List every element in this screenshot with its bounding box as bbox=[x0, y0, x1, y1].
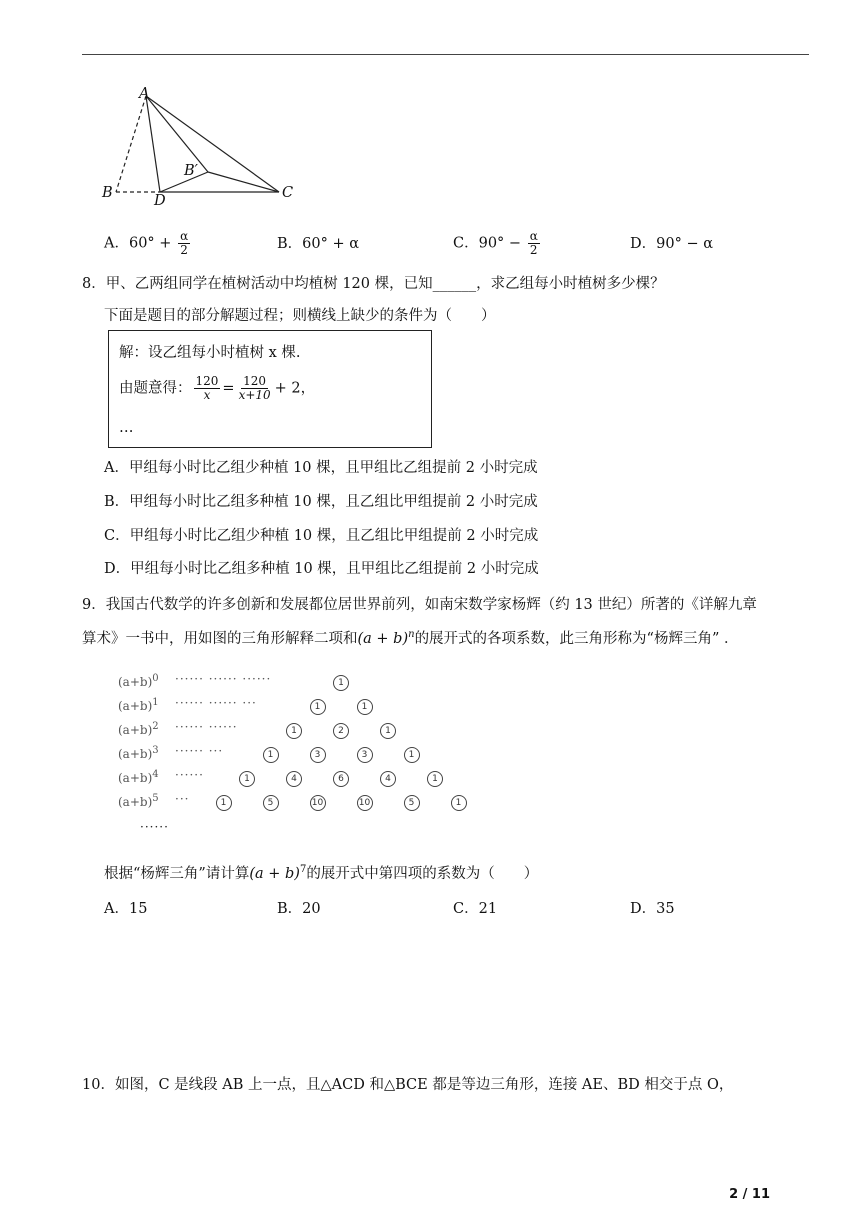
triangle-coefficient: 1 bbox=[263, 747, 279, 763]
triangle-row-label: $(a+b)^5$ bbox=[118, 793, 159, 809]
triangle-coefficient: 1 bbox=[216, 795, 232, 811]
triangle-row-dots: ······ ······ bbox=[175, 720, 238, 734]
fig-label-d: D bbox=[154, 193, 166, 209]
triangle-row-label: $(a+b)^3$ bbox=[118, 745, 159, 761]
triangle-coefficient: 4 bbox=[380, 771, 396, 787]
triangle-coefficient: 1 bbox=[333, 675, 349, 691]
triangle-coefficient: 4 bbox=[286, 771, 302, 787]
triangle-coefficient: 1 bbox=[451, 795, 467, 811]
triangle-row-dots: ··· bbox=[175, 792, 190, 806]
triangle-row-label: $(a+b)^1$ bbox=[118, 697, 159, 713]
triangle-coefficient: 3 bbox=[310, 747, 326, 763]
triangle-row-label: $(a+b)^0$ bbox=[118, 673, 159, 689]
q9-question: 根据“杨辉三角”请计算$(a + b)^7$的展开式中第四项的系数为（ ） bbox=[104, 864, 539, 882]
triangle-coefficient: 2 bbox=[333, 723, 349, 739]
triangle-more-dots: ······ bbox=[140, 820, 169, 834]
triangle-coefficient: 6 bbox=[333, 771, 349, 787]
q9-option-c: C．21 bbox=[453, 901, 498, 917]
q9-stem-line2: 算术》一书中，用如图的三角形解释二项和$(a + b)^n$的展开式的各项系数，此三角形称为“杨辉三角” ． bbox=[82, 629, 739, 647]
q8-option-b: B．甲组每小时比乙组多种植 10 棵，且乙组比甲组提前 2 小时完成 bbox=[104, 494, 538, 510]
q8-box-line1: 解：设乙组每小时植树 x 棵. bbox=[119, 345, 301, 361]
triangle-coefficient: 1 bbox=[427, 771, 443, 787]
page-number: 2 / 11 bbox=[729, 1187, 770, 1202]
triangle-row-label: $(a+b)^2$ bbox=[118, 721, 159, 737]
q10-stem: 10．如图，C 是线段 AB 上一点，且△ACD 和△BCE 都是等边三角形，连接 AE、BD 相交于点 O， bbox=[82, 1077, 734, 1093]
q8-box-line3: … bbox=[119, 420, 134, 436]
triangle-coefficient: 1 bbox=[380, 723, 396, 739]
q7-option-a: A．60° + $\frac{\alpha}{2}$ bbox=[104, 229, 189, 257]
q7-option-b: B．60° + α bbox=[277, 236, 360, 252]
triangle-coefficient: 3 bbox=[357, 747, 373, 763]
q8-option-c: C．甲组每小时比乙组少种植 10 棵，且乙组比甲组提前 2 小时完成 bbox=[104, 528, 539, 544]
triangle-coefficient: 1 bbox=[239, 771, 255, 787]
fig-label-c: C bbox=[282, 185, 294, 201]
q9-option-b: B．20 bbox=[277, 901, 321, 917]
triangle-row-dots: ······ ······ ··· bbox=[175, 696, 257, 710]
q8-box-equation: 由题意得： $\frac{120}{x}$ = $\frac{120}{x+10}$ + 2， bbox=[119, 374, 316, 402]
triangle-figure bbox=[96, 84, 306, 214]
triangle-coefficient: 1 bbox=[286, 723, 302, 739]
triangle-coefficient: 10 bbox=[357, 795, 373, 811]
triangle-row-dots: ······ bbox=[175, 768, 204, 782]
q9-option-d: D．35 bbox=[630, 901, 675, 917]
fig-label-bprime: B′ bbox=[184, 163, 198, 179]
triangle-coefficient: 5 bbox=[263, 795, 279, 811]
triangle-row-dots: ······ ··· bbox=[175, 744, 224, 758]
q8-stem: 8．甲、乙两组同学在植树活动中均植树 120 棵，已知______，求乙组每小时植树多少棵？ bbox=[82, 276, 665, 292]
q9-option-a: A．15 bbox=[104, 901, 148, 917]
triangle-coefficient: 1 bbox=[310, 699, 326, 715]
triangle-row-label: $(a+b)^4$ bbox=[118, 769, 159, 785]
q8-option-d: D．甲组每小时比乙组多种植 10 棵，且甲组比乙组提前 2 小时完成 bbox=[104, 561, 539, 577]
triangle-row-dots: ······ ······ ······ bbox=[175, 672, 272, 686]
triangle-coefficient: 5 bbox=[404, 795, 420, 811]
triangle-coefficient: 1 bbox=[357, 699, 373, 715]
q9-stem-line1: 9．我国古代数学的许多创新和发展都位居世界前列，如南宋数学家杨辉（约 13 世纪）所著的《详解九章 bbox=[82, 597, 757, 613]
fig-label-a: A bbox=[139, 86, 150, 102]
q8-subtext: 下面是题目的部分解题过程；则横线上缺少的条件为（ ） bbox=[104, 308, 496, 324]
fig-label-b: B bbox=[102, 185, 113, 201]
triangle-coefficient: 10 bbox=[310, 795, 326, 811]
triangle-coefficient: 1 bbox=[404, 747, 420, 763]
q8-option-a: A．甲组每小时比乙组少种植 10 棵，且甲组比乙组提前 2 小时完成 bbox=[104, 460, 538, 476]
q7-option-c: C．90° − $\frac{\alpha}{2}$ bbox=[453, 229, 538, 257]
header-rule bbox=[82, 54, 809, 55]
q7-option-d: D．90° − α bbox=[630, 236, 714, 252]
